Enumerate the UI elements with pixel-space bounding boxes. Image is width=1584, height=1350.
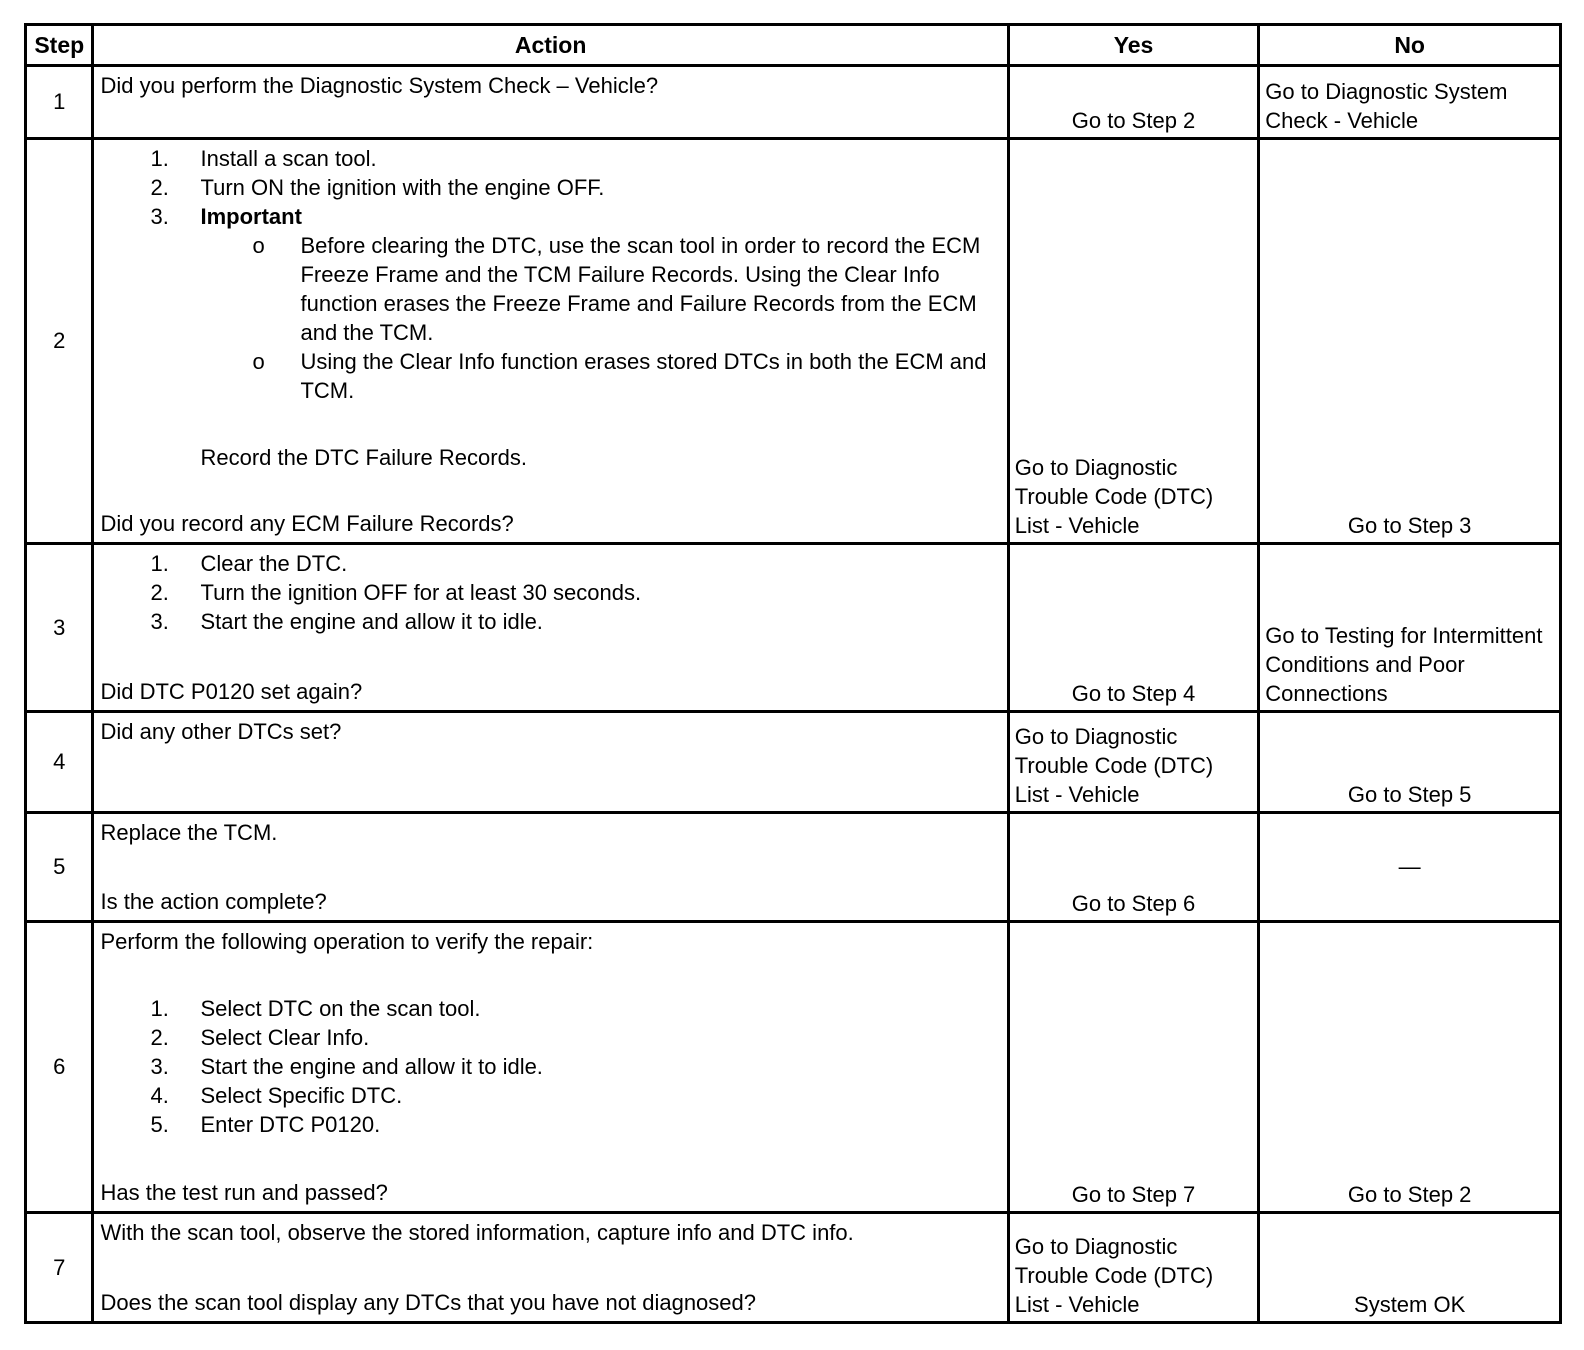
- action-cell: [93, 1213, 1008, 1323]
- table-row-step-5: [26, 813, 1561, 922]
- header-step: Step: [26, 25, 93, 66]
- header-row: [26, 25, 1561, 66]
- header-action: Action: [93, 25, 1008, 66]
- question-text: Has the test run and passed?: [100, 1180, 388, 1205]
- diagnostic-table: [24, 23, 1562, 1324]
- header-yes: Yes: [1008, 25, 1259, 66]
- no-link[interactable]: Go to Step 5: [1347, 782, 1472, 807]
- no-link[interactable]: Go to Diagnostic System Check - Vehicle: [1265, 79, 1508, 133]
- important-label: Important: [200, 204, 302, 229]
- header-no: No: [1259, 25, 1561, 66]
- action-cell: [93, 712, 1008, 813]
- yes-link[interactable]: Go to Step 6: [1071, 891, 1196, 916]
- note-item: o Before clearing the DTC, use the scan tool in order to record the ECM Freeze Frame and the TCM Failure Records. Using the Clear Info function erases the Freeze Frame and Failure Records from the ECM and the TCM.: [252, 233, 981, 345]
- question-text: Did you perform the Diagnostic System Check – Vehicle?: [100, 73, 659, 98]
- yes-cell: [1008, 813, 1259, 922]
- step-number: 3: [26, 544, 93, 712]
- table-row-step-6: [26, 922, 1561, 1213]
- action-cell: [93, 544, 1008, 712]
- procedure-list: [100, 994, 1000, 1139]
- no-cell: [1259, 66, 1561, 139]
- step-number: 2: [26, 139, 93, 544]
- list-item: 4. Select Specific DTC.: [150, 1083, 403, 1108]
- list-item: 3. Start the engine and allow it to idle.: [150, 609, 543, 634]
- yes-link[interactable]: Go to Diagnostic Trouble Code (DTC) List - Vehicle: [1014, 724, 1214, 807]
- record-note: Record the DTC Failure Records.: [200, 445, 527, 470]
- step-number: 7: [26, 1213, 93, 1323]
- yes-cell: [1008, 922, 1259, 1213]
- question-text: Did you record any ECM Failure Records?: [100, 511, 514, 536]
- list-item: 2. Select Clear Info.: [150, 1025, 370, 1050]
- note-item: o Using the Clear Info function erases stored DTCs in both the ECM and TCM.: [252, 349, 987, 403]
- no-link[interactable]: System OK: [1354, 1292, 1466, 1317]
- table-row-step-2: [26, 139, 1561, 544]
- question-text: Does the scan tool display any DTCs that you have not diagnosed?: [100, 1290, 756, 1315]
- procedure-list: [100, 144, 1000, 231]
- step-number: 4: [26, 712, 93, 813]
- action-cell: [93, 139, 1008, 544]
- yes-cell: [1008, 712, 1259, 813]
- instruction-text: Perform the following operation to verify the repair:: [100, 929, 594, 954]
- question-text: Is the action complete?: [100, 889, 327, 914]
- no-link[interactable]: Go to Step 2: [1347, 1182, 1472, 1207]
- list-item: 2. Turn the ignition OFF for at least 30 seconds.: [150, 580, 642, 605]
- bullet-icon: o: [252, 233, 265, 258]
- no-cell: [1259, 1213, 1561, 1323]
- instruction-text: With the scan tool, observe the stored information, capture info and DTC info.: [100, 1220, 854, 1245]
- yes-link[interactable]: Go to Step 4: [1071, 681, 1196, 706]
- no-cell: [1259, 813, 1561, 922]
- table-row-step-1: [26, 66, 1561, 139]
- yes-link[interactable]: Go to Diagnostic Trouble Code (DTC) List - Vehicle: [1014, 455, 1214, 538]
- no-link[interactable]: Go to Testing for Intermittent Conditions and Poor Connections: [1265, 623, 1543, 706]
- step-number: 5: [26, 813, 93, 922]
- yes-cell: [1008, 544, 1259, 712]
- no-cell: [1259, 712, 1561, 813]
- step-number: 6: [26, 922, 93, 1213]
- instruction-text: Replace the TCM.: [100, 820, 278, 845]
- list-item: 3. Important: [150, 204, 302, 229]
- no-cell: [1259, 544, 1561, 712]
- yes-cell: [1008, 66, 1259, 139]
- bullet-icon: o: [252, 349, 265, 374]
- yes-link[interactable]: Go to Step 7: [1071, 1182, 1196, 1207]
- table-row-step-7: [26, 1213, 1561, 1323]
- action-cell: [93, 922, 1008, 1213]
- list-item: 2. Turn ON the ignition with the engine OFF.: [150, 175, 605, 200]
- list-item: 1. Select DTC on the scan tool.: [150, 996, 481, 1021]
- list-item: 1. Clear the DTC.: [150, 551, 348, 576]
- action-cell: [93, 813, 1008, 922]
- table-row-step-3: [26, 544, 1561, 712]
- question-text: Did any other DTCs set?: [100, 719, 342, 744]
- no-dash: —: [1398, 853, 1421, 879]
- yes-cell: [1008, 1213, 1259, 1323]
- table-row-step-4: [26, 712, 1561, 813]
- important-notes: [100, 231, 1000, 405]
- list-item: 1. Install a scan tool.: [150, 146, 377, 171]
- list-item: 3. Start the engine and allow it to idle.: [150, 1054, 543, 1079]
- procedure-list: [100, 549, 1000, 636]
- question-text: Did DTC P0120 set again?: [100, 679, 363, 704]
- no-link[interactable]: Go to Step 3: [1347, 513, 1472, 538]
- no-cell: [1259, 922, 1561, 1213]
- yes-cell: [1008, 139, 1259, 544]
- yes-link[interactable]: Go to Step 2: [1071, 108, 1196, 133]
- action-cell: [93, 66, 1008, 139]
- list-item: 5. Enter DTC P0120.: [150, 1112, 381, 1137]
- yes-link[interactable]: Go to Diagnostic Trouble Code (DTC) List - Vehicle: [1014, 1234, 1214, 1317]
- step-number: 1: [26, 66, 93, 139]
- no-cell: [1259, 139, 1561, 544]
